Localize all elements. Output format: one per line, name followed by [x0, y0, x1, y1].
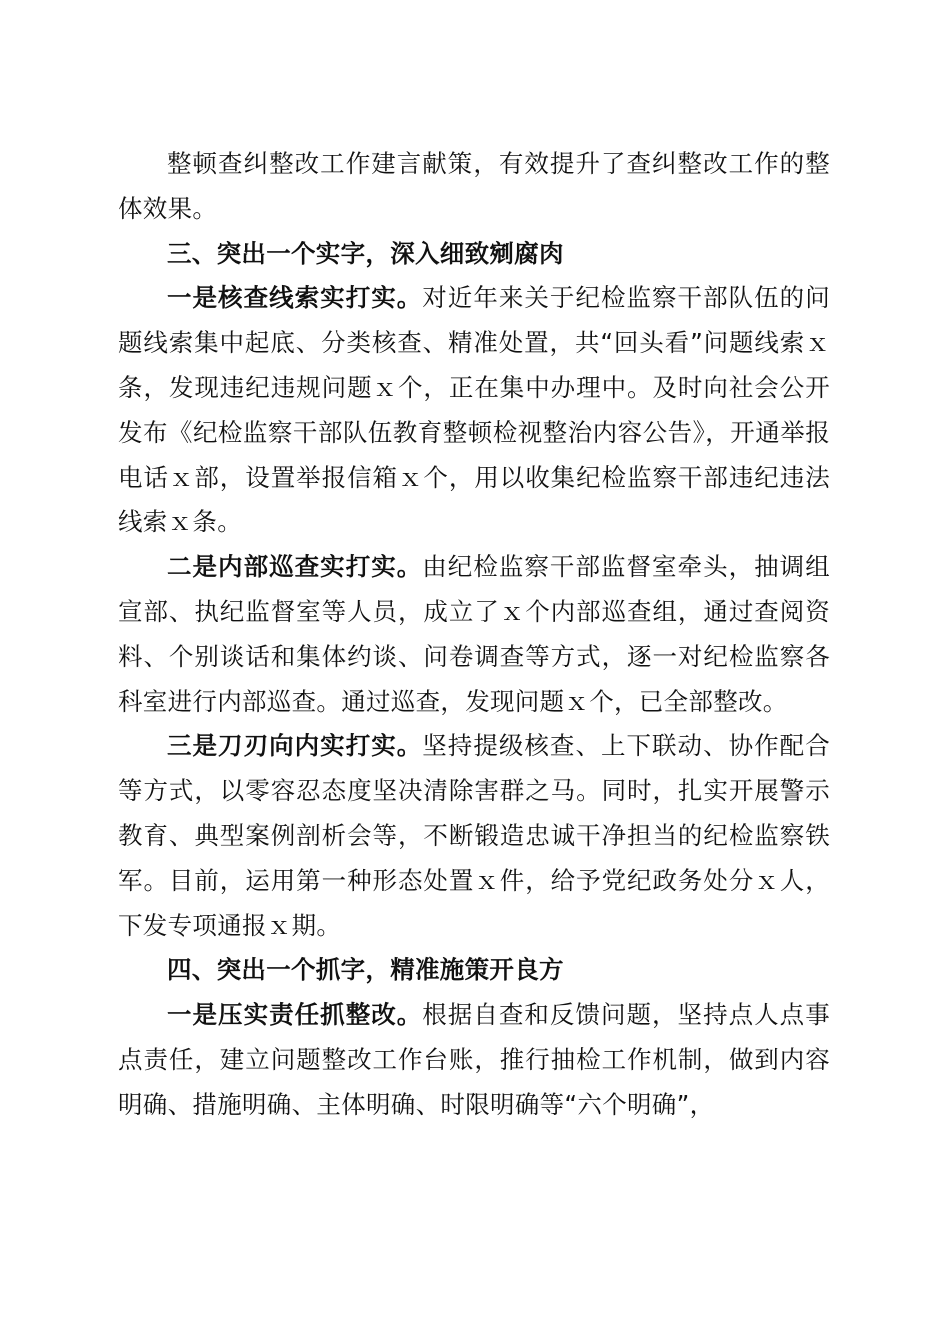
paragraph-continued — [118, 142, 830, 232]
paragraph-lead: 一是核查线索实打实。 — [167, 283, 423, 313]
paragraph-text: 坚持提级核查、上下联动、协作配合等方式，以零容忍态度坚决清除害群之马。同时，扎实开展警示教育、典型案例剖析会等，不断锻造忠诚干净担当的纪检监察铁军。目前，运用第一种形态处置ｘ件，给予党纪政务处分ｘ人，下发专项通报ｘ期。 — [118, 731, 830, 940]
paragraph-text: 由纪检监察干部监督室牵头，抽调组宣部、执纪监督室等人员，成立了ｘ个内部巡查组，通过查阅资料、个别谈话和集体约谈、问卷调查等方式，逐一对纪检监察各科室进行内部巡查。通过巡查，发现问题ｘ个，已全部整改。 — [118, 552, 830, 716]
section-heading-4: 四、突出一个抓字，精准施策开良方 — [167, 955, 564, 985]
section-heading-3: 三、突出一个实字，深入细致剜腐肉 — [167, 238, 564, 268]
document-body — [118, 142, 830, 1128]
paragraph-lead: 一是压实责任抓整改。 — [167, 1000, 423, 1030]
paragraph-text: 根据自查和反馈问题，坚持点人点事点责任，建立问题整改工作台账，推行抽检工作机制，做到内容明确、措施明确、主体明确、时限明确等“六个明确”， — [118, 1000, 830, 1119]
paragraph-3-1 — [118, 276, 830, 545]
paragraph-3-2 — [118, 545, 830, 724]
paragraph-4-1 — [118, 993, 830, 1127]
paragraph-text: 对近年来关于纪检监察干部队伍的问题线索集中起底、分类核查、精准处置，共“回头看”问题线索ｘ条，发现违纪违规问题ｘ个，正在集中办理中。及时向社会公开发布《纪检监察干部队伍教育整顿检视整治内容公告》，开通举报电话ｘ部，设置举报信箱ｘ个，用以收集纪检监察干部违纪违法线索ｘ条。 — [118, 283, 830, 537]
paragraph-text: 整顿查纠整改工作建言献策，有效提升了查纠整改工作的整体效果。 — [118, 149, 830, 223]
paragraph-lead: 三是刀刃向内实打实。 — [167, 731, 423, 761]
paragraph-3-3 — [118, 724, 830, 948]
paragraph-lead: 二是内部巡查实打实。 — [167, 552, 423, 582]
